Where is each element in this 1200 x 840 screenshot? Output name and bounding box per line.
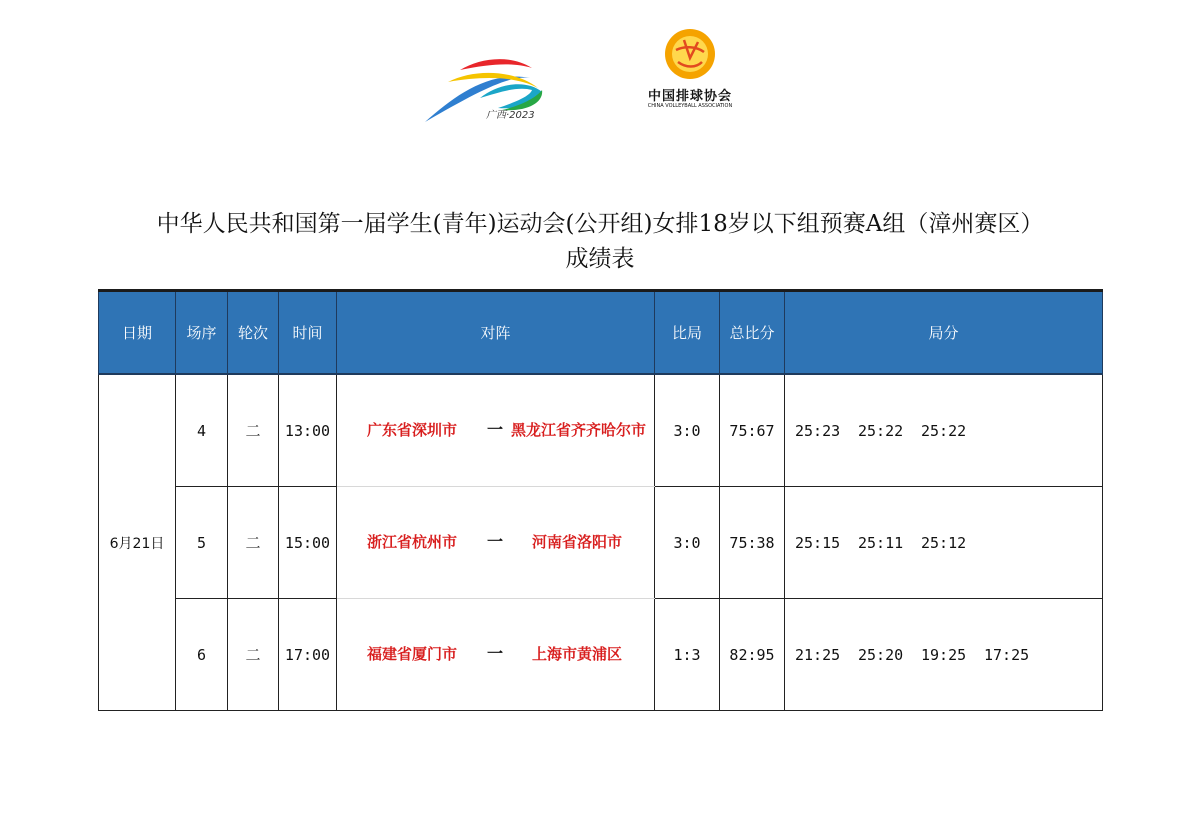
versus-dash: 一 xyxy=(487,532,504,551)
results-table xyxy=(98,289,1103,711)
set-score: 19:25 xyxy=(921,645,967,664)
match-time: 13:00 xyxy=(279,374,337,487)
total-score: 75:67 xyxy=(720,374,785,487)
page-title: 中华人民共和国第一届学生(青年)运动会(公开组)女排18岁以下组预赛A组（漳州赛区） xyxy=(156,211,1044,237)
home-team: 浙江省杭州市 xyxy=(367,533,458,551)
header-total: 总比分 xyxy=(720,291,785,375)
set-score: 25:12 xyxy=(921,533,967,552)
home-team: 福建省厦门市 xyxy=(367,645,458,663)
header-date: 日期 xyxy=(99,291,176,375)
sets-result: 3:0 xyxy=(655,374,720,487)
set-scores xyxy=(785,487,1103,599)
cva-logo xyxy=(640,28,740,118)
volleyball-icon xyxy=(640,28,740,86)
set-score: 21:25 xyxy=(795,645,841,664)
match-time: 17:00 xyxy=(279,599,337,711)
sets-result: 3:0 xyxy=(655,487,720,599)
versus-dash: 一 xyxy=(487,420,504,439)
set-score: 25:22 xyxy=(921,421,967,440)
match-no: 4 xyxy=(176,374,228,487)
header-sets: 比局 xyxy=(655,291,720,375)
match-round: 二 xyxy=(228,374,279,487)
table-row xyxy=(99,487,1103,599)
header-matchup: 对阵 xyxy=(337,291,655,375)
match-no: 6 xyxy=(176,599,228,711)
table-row xyxy=(99,599,1103,711)
set-score: 25:22 xyxy=(858,421,904,440)
away-team: 上海市黄浦区 xyxy=(531,645,622,663)
header-match-no: 场序 xyxy=(176,291,228,375)
matchup xyxy=(337,487,655,599)
match-time: 15:00 xyxy=(279,487,337,599)
versus-dash: 一 xyxy=(487,644,504,663)
total-score: 82:95 xyxy=(720,599,785,711)
match-round: 二 xyxy=(228,599,279,711)
match-round: 二 xyxy=(228,487,279,599)
matchup xyxy=(337,599,655,711)
away-team: 黑龙江省齐齐哈尔市 xyxy=(510,421,646,439)
sets-result: 1:3 xyxy=(655,599,720,711)
games-logo-caption: 广西·2023 xyxy=(486,110,535,121)
set-score: 25:15 xyxy=(795,533,841,552)
set-score: 25:20 xyxy=(858,645,904,664)
table-header-row xyxy=(99,291,1103,375)
set-score: 17:25 xyxy=(984,645,1030,664)
match-no: 5 xyxy=(176,487,228,599)
header-round: 轮次 xyxy=(228,291,279,375)
cva-name-en: CHINA VOLLEYBALL ASSOCIATION xyxy=(647,103,733,109)
match-date: 6月21日 xyxy=(99,374,176,711)
set-scores xyxy=(785,599,1103,711)
header-set-scores: 局分 xyxy=(785,291,1103,375)
cva-name-cn: 中国排球协会 xyxy=(647,89,732,104)
page-subtitle: 成绩表 xyxy=(565,246,635,272)
table-row xyxy=(99,374,1103,487)
header-time: 时间 xyxy=(279,291,337,375)
set-scores xyxy=(785,374,1103,487)
total-score: 75:38 xyxy=(720,487,785,599)
matchup xyxy=(337,374,655,487)
home-team: 广东省深圳市 xyxy=(367,421,458,439)
away-team: 河南省洛阳市 xyxy=(531,533,622,551)
games-logo xyxy=(420,40,550,125)
set-score: 25:23 xyxy=(795,421,841,440)
set-score: 25:11 xyxy=(858,533,904,552)
